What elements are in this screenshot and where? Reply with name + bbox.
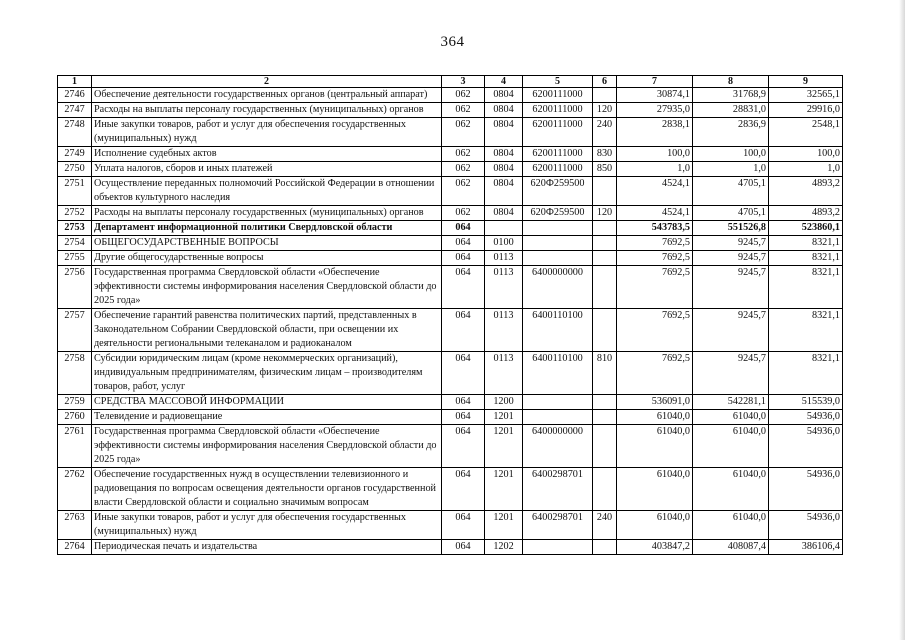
header-cell: 2 bbox=[92, 76, 442, 88]
row-col7-cell: 7692,5 bbox=[617, 309, 693, 352]
row-col8-cell: 2836,9 bbox=[693, 118, 769, 147]
row-col8-cell: 9245,7 bbox=[693, 352, 769, 395]
row-col9-cell: 8321,1 bbox=[769, 236, 843, 251]
table-row bbox=[58, 236, 843, 251]
row-col4-cell bbox=[485, 221, 523, 236]
row-number-cell: 2764 bbox=[58, 540, 92, 555]
row-name-cell: Уплата налогов, сборов и иных платежей bbox=[92, 162, 442, 177]
row-col9-cell: 8321,1 bbox=[769, 352, 843, 395]
row-col7-cell: 7692,5 bbox=[617, 236, 693, 251]
table-row bbox=[58, 425, 843, 468]
row-col6-cell bbox=[593, 221, 617, 236]
row-col6-cell bbox=[593, 251, 617, 266]
row-col4-cell: 0113 bbox=[485, 309, 523, 352]
row-col3-cell: 064 bbox=[442, 410, 485, 425]
table-row bbox=[58, 511, 843, 540]
row-number-cell: 2754 bbox=[58, 236, 92, 251]
row-col9-cell: 4893,2 bbox=[769, 206, 843, 221]
row-col9-cell: 8321,1 bbox=[769, 266, 843, 309]
row-col7-cell: 4524,1 bbox=[617, 206, 693, 221]
row-col8-cell: 31768,9 bbox=[693, 88, 769, 103]
row-col3-cell: 062 bbox=[442, 103, 485, 118]
row-number-cell: 2763 bbox=[58, 511, 92, 540]
row-name-cell: Исполнение судебных актов bbox=[92, 147, 442, 162]
row-col4-cell: 1200 bbox=[485, 395, 523, 410]
row-col5-cell: 6400298701 bbox=[523, 468, 593, 511]
row-name-cell: Государственная программа Свердловской области «Обеспечение эффективности системы информирования населения Свердловской области до 2025 года» bbox=[92, 266, 442, 309]
row-col8-cell: 28831,0 bbox=[693, 103, 769, 118]
table-row bbox=[58, 221, 843, 236]
row-number-cell: 2759 bbox=[58, 395, 92, 410]
header-cell: 1 bbox=[58, 76, 92, 88]
row-col4-cell: 1202 bbox=[485, 540, 523, 555]
row-col6-cell bbox=[593, 266, 617, 309]
row-col7-cell: 61040,0 bbox=[617, 511, 693, 540]
row-col8-cell: 4705,1 bbox=[693, 206, 769, 221]
row-col5-cell: 6200111000 bbox=[523, 118, 593, 147]
row-col4-cell: 1201 bbox=[485, 410, 523, 425]
table-row bbox=[58, 309, 843, 352]
row-col3-cell: 064 bbox=[442, 540, 485, 555]
row-number-cell: 2746 bbox=[58, 88, 92, 103]
row-number-cell: 2750 bbox=[58, 162, 92, 177]
row-col8-cell: 100,0 bbox=[693, 147, 769, 162]
row-col9-cell: 29916,0 bbox=[769, 103, 843, 118]
row-col6-cell: 830 bbox=[593, 147, 617, 162]
row-col6-cell bbox=[593, 468, 617, 511]
row-col5-cell bbox=[523, 236, 593, 251]
table-row bbox=[58, 251, 843, 266]
row-col3-cell: 064 bbox=[442, 468, 485, 511]
row-col7-cell: 7692,5 bbox=[617, 251, 693, 266]
row-col7-cell: 61040,0 bbox=[617, 425, 693, 468]
row-col6-cell bbox=[593, 88, 617, 103]
row-col7-cell: 403847,2 bbox=[617, 540, 693, 555]
row-name-cell: Периодическая печать и издательства bbox=[92, 540, 442, 555]
row-col9-cell: 54936,0 bbox=[769, 410, 843, 425]
row-col6-cell bbox=[593, 309, 617, 352]
row-col8-cell: 61040,0 bbox=[693, 410, 769, 425]
row-name-cell: Обеспечение государственных нужд в осуществлении телевизионного и радиовещания по вопросам освещения деятельности органов государственной власти Свердловской области и социально значимым вопросам bbox=[92, 468, 442, 511]
row-name-cell: ОБЩЕГОСУДАРСТВЕННЫЕ ВОПРОСЫ bbox=[92, 236, 442, 251]
row-col9-cell: 515539,0 bbox=[769, 395, 843, 410]
header-cell: 6 bbox=[593, 76, 617, 88]
row-col6-cell: 850 bbox=[593, 162, 617, 177]
header-row bbox=[58, 76, 843, 88]
row-col3-cell: 064 bbox=[442, 221, 485, 236]
row-col4-cell: 0804 bbox=[485, 147, 523, 162]
row-col3-cell: 064 bbox=[442, 309, 485, 352]
row-col6-cell: 240 bbox=[593, 118, 617, 147]
row-number-cell: 2760 bbox=[58, 410, 92, 425]
table-row bbox=[58, 206, 843, 221]
row-col4-cell: 0804 bbox=[485, 162, 523, 177]
header-cell: 3 bbox=[442, 76, 485, 88]
row-col5-cell: 6400000000 bbox=[523, 425, 593, 468]
row-col9-cell: 54936,0 bbox=[769, 468, 843, 511]
row-col7-cell: 2838,1 bbox=[617, 118, 693, 147]
header-cell: 4 bbox=[485, 76, 523, 88]
row-name-cell: Обеспечение гарантий равенства политических партий, представленных в Законодательном Собрании Свердловской области, при освещении их деятельности региональными телеканалом и радиоканалом bbox=[92, 309, 442, 352]
row-col7-cell: 1,0 bbox=[617, 162, 693, 177]
row-col6-cell: 240 bbox=[593, 511, 617, 540]
row-col8-cell: 9245,7 bbox=[693, 236, 769, 251]
header-cell: 7 bbox=[617, 76, 693, 88]
row-number-cell: 2749 bbox=[58, 147, 92, 162]
row-name-cell: СРЕДСТВА МАССОВОЙ ИНФОРМАЦИИ bbox=[92, 395, 442, 410]
header-cell: 8 bbox=[693, 76, 769, 88]
table-row bbox=[58, 468, 843, 511]
row-col7-cell: 536091,0 bbox=[617, 395, 693, 410]
row-col5-cell bbox=[523, 251, 593, 266]
row-col4-cell: 0804 bbox=[485, 177, 523, 206]
row-name-cell: Департамент информационной политики Свердловской области bbox=[92, 221, 442, 236]
row-col6-cell: 810 bbox=[593, 352, 617, 395]
row-col4-cell: 0113 bbox=[485, 352, 523, 395]
row-col6-cell bbox=[593, 540, 617, 555]
row-col9-cell: 386106,4 bbox=[769, 540, 843, 555]
row-col3-cell: 064 bbox=[442, 511, 485, 540]
row-col9-cell: 54936,0 bbox=[769, 425, 843, 468]
row-number-cell: 2761 bbox=[58, 425, 92, 468]
row-col5-cell: 6200111000 bbox=[523, 162, 593, 177]
budget-table bbox=[57, 75, 843, 555]
row-col7-cell: 100,0 bbox=[617, 147, 693, 162]
row-col5-cell: 620Ф259500 bbox=[523, 177, 593, 206]
row-col3-cell: 062 bbox=[442, 206, 485, 221]
row-col3-cell: 062 bbox=[442, 162, 485, 177]
row-col5-cell: 6200111000 bbox=[523, 103, 593, 118]
page-number: 364 bbox=[440, 34, 465, 50]
row-col7-cell: 61040,0 bbox=[617, 410, 693, 425]
row-name-cell: Иные закупки товаров, работ и услуг для обеспечения государственных (муниципальных) нужд bbox=[92, 511, 442, 540]
row-number-cell: 2751 bbox=[58, 177, 92, 206]
row-col3-cell: 064 bbox=[442, 395, 485, 410]
row-col4-cell: 0804 bbox=[485, 206, 523, 221]
row-col8-cell: 4705,1 bbox=[693, 177, 769, 206]
row-col9-cell: 32565,1 bbox=[769, 88, 843, 103]
row-col8-cell: 61040,0 bbox=[693, 425, 769, 468]
row-col5-cell: 6200111000 bbox=[523, 147, 593, 162]
row-col8-cell: 542281,1 bbox=[693, 395, 769, 410]
row-col9-cell: 4893,2 bbox=[769, 177, 843, 206]
row-col8-cell: 9245,7 bbox=[693, 309, 769, 352]
row-col3-cell: 062 bbox=[442, 147, 485, 162]
row-col7-cell: 4524,1 bbox=[617, 177, 693, 206]
row-number-cell: 2757 bbox=[58, 309, 92, 352]
row-number-cell: 2755 bbox=[58, 251, 92, 266]
row-col5-cell: 6400000000 bbox=[523, 266, 593, 309]
row-number-cell: 2758 bbox=[58, 352, 92, 395]
row-number-cell: 2752 bbox=[58, 206, 92, 221]
row-name-cell: Субсидии юридическим лицам (кроме некоммерческих организаций), индивидуальным предпринимателям, физическим лицам – производителям товаров, работ, услуг bbox=[92, 352, 442, 395]
table-row bbox=[58, 395, 843, 410]
row-col4-cell: 0804 bbox=[485, 118, 523, 147]
row-col6-cell: 120 bbox=[593, 103, 617, 118]
row-col6-cell: 120 bbox=[593, 206, 617, 221]
row-number-cell: 2748 bbox=[58, 118, 92, 147]
row-col3-cell: 062 bbox=[442, 118, 485, 147]
row-col3-cell: 064 bbox=[442, 266, 485, 309]
row-col4-cell: 0113 bbox=[485, 251, 523, 266]
row-col4-cell: 0804 bbox=[485, 103, 523, 118]
header-cell: 9 bbox=[769, 76, 843, 88]
row-col6-cell bbox=[593, 236, 617, 251]
row-col7-cell: 27935,0 bbox=[617, 103, 693, 118]
row-col9-cell: 100,0 bbox=[769, 147, 843, 162]
row-col9-cell: 1,0 bbox=[769, 162, 843, 177]
scan-edge bbox=[899, 0, 905, 640]
row-col4-cell: 1201 bbox=[485, 468, 523, 511]
table-row bbox=[58, 88, 843, 103]
row-name-cell: Государственная программа Свердловской области «Обеспечение эффективности системы информирования населения Свердловской области до 2025 года» bbox=[92, 425, 442, 468]
row-col5-cell bbox=[523, 395, 593, 410]
row-col9-cell: 2548,1 bbox=[769, 118, 843, 147]
row-col5-cell bbox=[523, 221, 593, 236]
row-name-cell: Обеспечение деятельности государственных органов (центральный аппарат) bbox=[92, 88, 442, 103]
table-row bbox=[58, 177, 843, 206]
row-col7-cell: 61040,0 bbox=[617, 468, 693, 511]
row-name-cell: Иные закупки товаров, работ и услуг для обеспечения государственных (муниципальных) нужд bbox=[92, 118, 442, 147]
row-col8-cell: 9245,7 bbox=[693, 251, 769, 266]
row-col7-cell: 7692,5 bbox=[617, 352, 693, 395]
row-col8-cell: 551526,8 bbox=[693, 221, 769, 236]
row-col9-cell: 8321,1 bbox=[769, 251, 843, 266]
row-col9-cell: 523860,1 bbox=[769, 221, 843, 236]
row-col8-cell: 9245,7 bbox=[693, 266, 769, 309]
header-cell: 5 bbox=[523, 76, 593, 88]
row-col4-cell: 1201 bbox=[485, 425, 523, 468]
row-col7-cell: 543783,5 bbox=[617, 221, 693, 236]
row-col9-cell: 54936,0 bbox=[769, 511, 843, 540]
row-name-cell: Другие общегосударственные вопросы bbox=[92, 251, 442, 266]
row-col4-cell: 1201 bbox=[485, 511, 523, 540]
table-row bbox=[58, 410, 843, 425]
row-col7-cell: 7692,5 bbox=[617, 266, 693, 309]
table-row bbox=[58, 266, 843, 309]
table-row bbox=[58, 162, 843, 177]
row-col6-cell bbox=[593, 177, 617, 206]
row-number-cell: 2747 bbox=[58, 103, 92, 118]
row-col8-cell: 61040,0 bbox=[693, 468, 769, 511]
row-col3-cell: 062 bbox=[442, 177, 485, 206]
row-col8-cell: 408087,4 bbox=[693, 540, 769, 555]
row-col5-cell: 6400110100 bbox=[523, 309, 593, 352]
row-col5-cell: 620Ф259500 bbox=[523, 206, 593, 221]
row-col3-cell: 064 bbox=[442, 251, 485, 266]
row-col8-cell: 1,0 bbox=[693, 162, 769, 177]
row-col3-cell: 064 bbox=[442, 352, 485, 395]
row-name-cell: Осуществление переданных полномочий Российской Федерации в отношении объектов культурного наследия bbox=[92, 177, 442, 206]
row-col5-cell bbox=[523, 410, 593, 425]
table-row bbox=[58, 103, 843, 118]
row-col5-cell: 6200111000 bbox=[523, 88, 593, 103]
row-name-cell: Расходы на выплаты персоналу государственных (муниципальных) органов bbox=[92, 103, 442, 118]
row-col8-cell: 61040,0 bbox=[693, 511, 769, 540]
row-col9-cell: 8321,1 bbox=[769, 309, 843, 352]
row-col7-cell: 30874,1 bbox=[617, 88, 693, 103]
row-col4-cell: 0113 bbox=[485, 266, 523, 309]
row-col5-cell bbox=[523, 540, 593, 555]
row-col3-cell: 064 bbox=[442, 425, 485, 468]
row-col6-cell bbox=[593, 425, 617, 468]
row-col4-cell: 0804 bbox=[485, 88, 523, 103]
row-number-cell: 2756 bbox=[58, 266, 92, 309]
row-col6-cell bbox=[593, 410, 617, 425]
row-name-cell: Расходы на выплаты персоналу государственных (муниципальных) органов bbox=[92, 206, 442, 221]
row-number-cell: 2753 bbox=[58, 221, 92, 236]
row-col5-cell: 6400298701 bbox=[523, 511, 593, 540]
table-row bbox=[58, 147, 843, 162]
row-col3-cell: 062 bbox=[442, 88, 485, 103]
row-col5-cell: 6400110100 bbox=[523, 352, 593, 395]
row-name-cell: Телевидение и радиовещание bbox=[92, 410, 442, 425]
row-col3-cell: 064 bbox=[442, 236, 485, 251]
table-body bbox=[58, 88, 843, 555]
row-number-cell: 2762 bbox=[58, 468, 92, 511]
table-row bbox=[58, 352, 843, 395]
row-col6-cell bbox=[593, 395, 617, 410]
table-row bbox=[58, 118, 843, 147]
row-col4-cell: 0100 bbox=[485, 236, 523, 251]
table-row bbox=[58, 540, 843, 555]
